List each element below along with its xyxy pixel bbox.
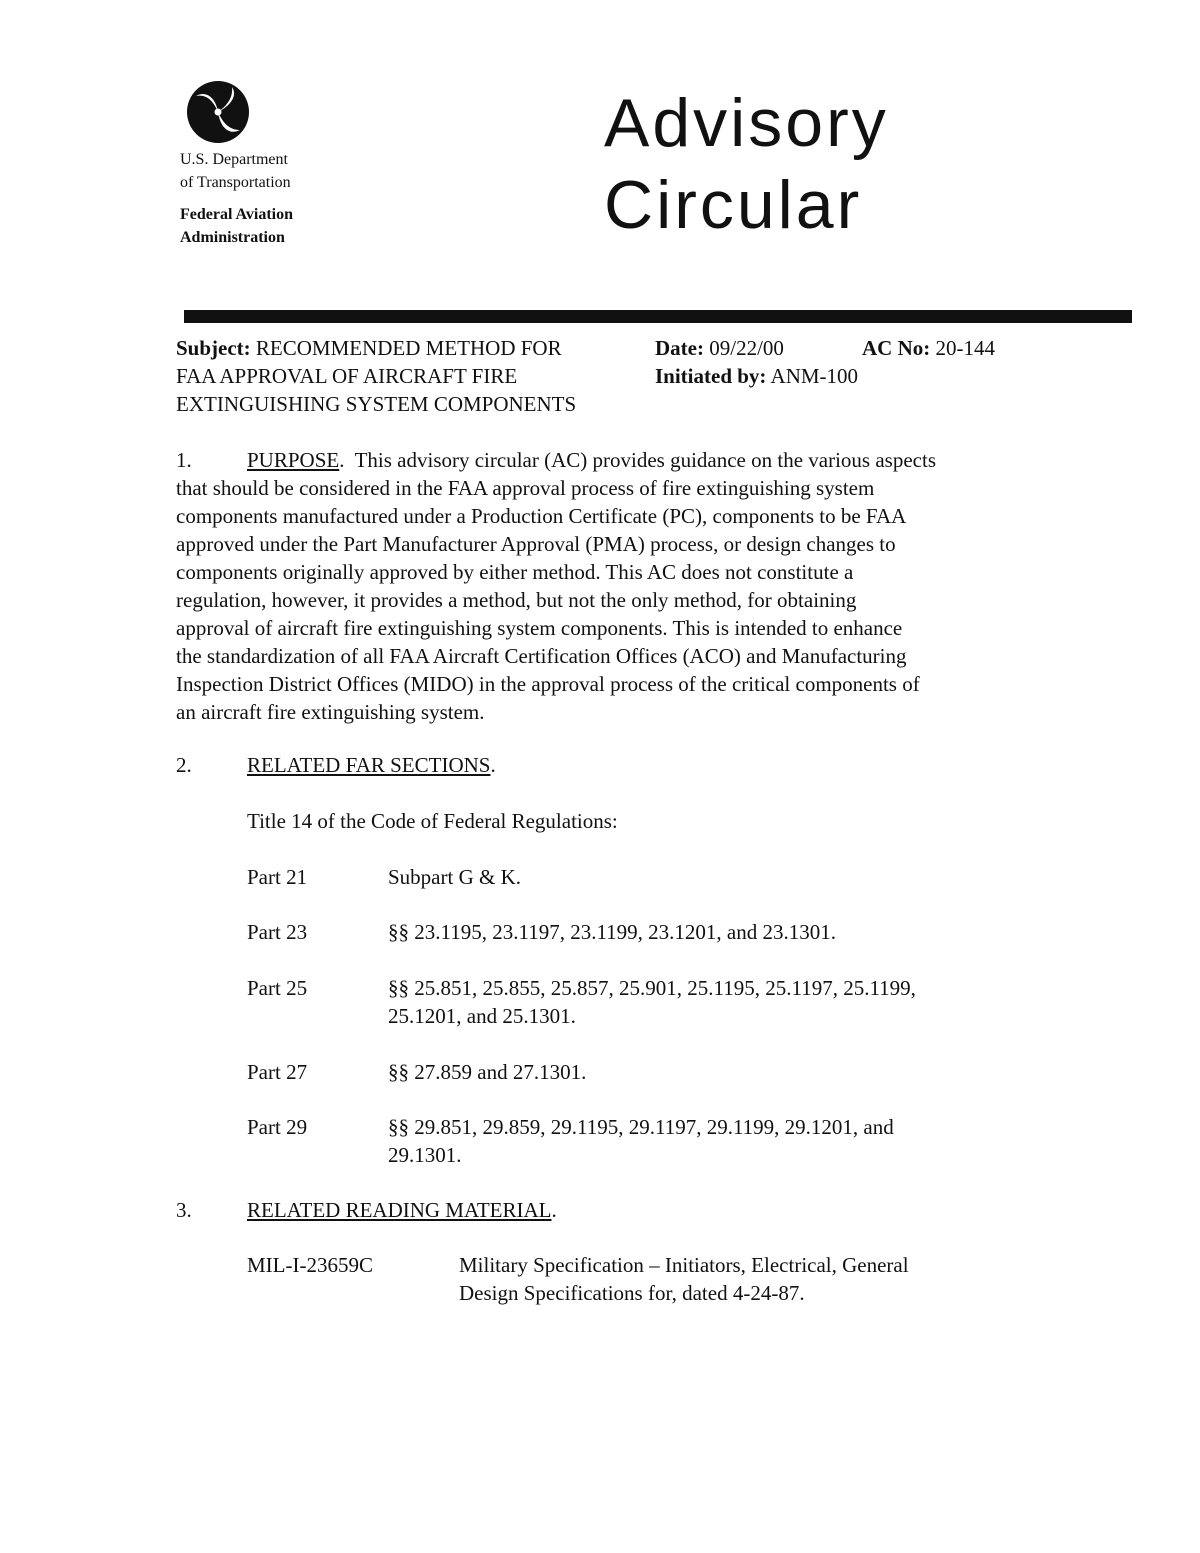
document-title bbox=[604, 82, 889, 246]
purpose-line: components originally approved by either method. This AC does not constitute a bbox=[176, 560, 854, 584]
purpose-line: the standardization of all FAA Aircraft Certification Offices (ACO) and Manufacturing bbox=[176, 644, 907, 668]
far-intro: Title 14 of the Code of Federal Regulations: bbox=[247, 809, 618, 833]
header-divider bbox=[184, 310, 1132, 323]
agency-faa: Federal Aviation bbox=[180, 206, 294, 223]
purpose-paragraph bbox=[176, 446, 1036, 726]
title-advisory: Advisory bbox=[604, 85, 889, 161]
date-label: Date: bbox=[655, 336, 704, 360]
part-refs-continued: 29.1301. bbox=[388, 1143, 462, 1167]
purpose-text: This advisory circular (AC) provides guidance on the various aspects bbox=[354, 448, 936, 472]
spec-description-continued: Design Specifications for, dated 4-24-87. bbox=[459, 1281, 805, 1305]
part-refs: §§ 25.851, 25.855, 25.857, 25.901, 25.1195, 25.1197, 25.1199, bbox=[388, 976, 916, 1000]
purpose-line bbox=[176, 446, 1036, 474]
initiated-label: Initiated by: bbox=[655, 364, 767, 388]
subject-text-1: RECOMMENDED METHOD FOR bbox=[255, 336, 562, 360]
purpose-line: that should be considered in the FAA approval process of fire extinguishing system bbox=[176, 476, 875, 500]
far-heading-line bbox=[247, 751, 496, 779]
date-value: 09/22/00 bbox=[709, 336, 784, 360]
agency-transportation: of Transportation bbox=[180, 174, 291, 191]
part-refs: Subpart G & K. bbox=[388, 865, 521, 889]
initiated-value: ANM-100 bbox=[770, 364, 859, 388]
spec-id: MIL-I-23659C bbox=[247, 1253, 373, 1277]
purpose-line: an aircraft fire extinguishing system. bbox=[176, 700, 485, 724]
ac-label: AC No: bbox=[862, 336, 931, 360]
part-label: Part 29 bbox=[247, 1115, 308, 1139]
dot-triskelion-icon bbox=[186, 80, 250, 144]
far-heading: RELATED FAR SECTIONS bbox=[247, 753, 491, 777]
purpose-line: approval of aircraft fire extinguishing system components. This is intended to enhance bbox=[176, 616, 903, 640]
part-label: Part 23 bbox=[247, 920, 308, 944]
purpose-heading-punct: . bbox=[339, 448, 345, 472]
purpose-line: approved under the Part Manufacturer Approval (PMA) process, or design changes to bbox=[176, 532, 896, 556]
subject-line-1 bbox=[176, 334, 562, 362]
section-1-number: 1. bbox=[176, 448, 192, 472]
far-heading-punct: . bbox=[490, 753, 496, 777]
part-refs: §§ 27.859 and 27.1301. bbox=[388, 1060, 587, 1084]
purpose-line: components manufactured under a Production Certificate (PC), components to be FAA bbox=[176, 504, 907, 528]
part-refs: §§ 29.851, 29.859, 29.1195, 29.1197, 29.1199, 29.1201, and bbox=[388, 1115, 894, 1139]
part-refs-continued: 25.1201, and 25.1301. bbox=[388, 1004, 576, 1028]
section-3-number: 3. bbox=[176, 1198, 192, 1222]
section-2-number: 2. bbox=[176, 753, 192, 777]
subject-label: Subject: bbox=[176, 336, 251, 360]
date-field bbox=[655, 334, 784, 362]
agency-administration: Administration bbox=[180, 229, 285, 246]
ac-number-field bbox=[862, 334, 995, 362]
ac-value: 20-144 bbox=[935, 336, 995, 360]
purpose-heading: PURPOSE bbox=[247, 448, 340, 472]
part-label: Part 27 bbox=[247, 1060, 308, 1084]
reading-heading-punct: . bbox=[551, 1198, 557, 1222]
agency-department: U.S. Department bbox=[180, 151, 288, 168]
reading-heading: RELATED READING MATERIAL bbox=[247, 1198, 552, 1222]
purpose-line: Inspection District Offices (MIDO) in the approval process of the critical components of bbox=[176, 672, 920, 696]
subject-line-2: FAA APPROVAL OF AIRCRAFT FIRE bbox=[176, 364, 518, 388]
part-label: Part 25 bbox=[247, 976, 308, 1000]
title-circular: Circular bbox=[604, 167, 863, 243]
purpose-line: regulation, however, it provides a method, but not the only method, for obtaining bbox=[176, 588, 857, 612]
subject-line-3: EXTINGUISHING SYSTEM COMPONENTS bbox=[176, 392, 577, 416]
initiated-by-field bbox=[655, 362, 858, 390]
part-label: Part 21 bbox=[247, 865, 308, 889]
part-refs: §§ 23.1195, 23.1197, 23.1199, 23.1201, and 23.1301. bbox=[388, 920, 836, 944]
spec-description: Military Specification – Initiators, Electrical, General bbox=[459, 1253, 909, 1277]
reading-heading-line bbox=[247, 1196, 557, 1224]
